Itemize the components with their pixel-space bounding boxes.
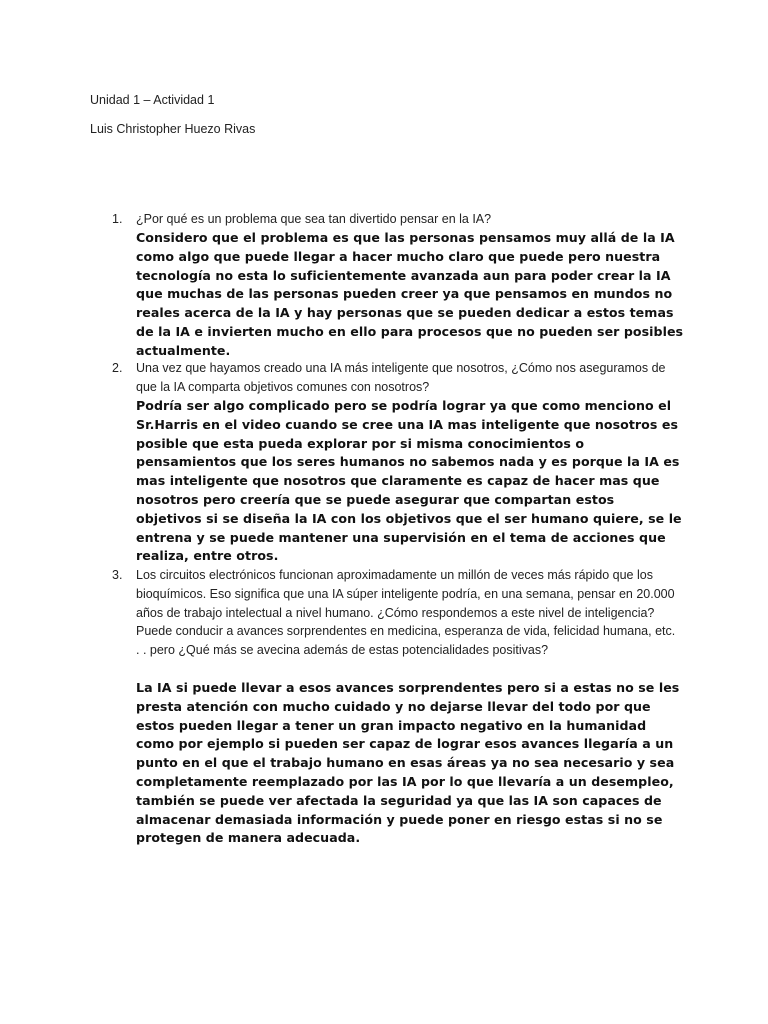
answer-text: Considero que el problema es que las personas pensamos muy allá de la IA como algo que puede llegar a hacer mucho claro que puede pero nuestra tecnología no esta lo suficientemente avanzada aun para poder crear la IA que muchas de las personas pueden creer ya que pensamos en mundos no reales acerca de la IA y hay personas que se pueden dedicar a estos temas de la IA e invierten mucho en ello para procesos que no pueden ser posibles actualmente.	[136, 230, 684, 358]
question-number: 3.	[112, 568, 123, 582]
answer-text: Podría ser algo complicado pero se podría lograr ya que como menciono el Sr.Harris en el video cuando se cree una IA mas inteligente que nosotros es posible que esta pueda explorar por si misma conocimientos o pensamientos que los seres humanos no sabemos nada y es porque la IA es mas inteligente que nosotros que claramente es capaz de hacer mas que nosotros pero creería que se puede asegurar que compartan estos objetivos si se diseña la IA con los objetivos que el ser humano quiere, se le entrena y se puede mantener una supervisión en el tema de acciones que realiza, entre otros.	[136, 398, 682, 564]
question-text: ¿Por qué es un problema que sea tan divertido pensar en la IA?	[136, 212, 492, 226]
question-number: 2.	[112, 361, 123, 375]
question-text: Una vez que hayamos creado una IA más inteligente que nosotros, ¿Cómo nos aseguramos de que la IA comparta objetivos comunes con nosotros?	[136, 361, 666, 394]
activity-title: Unidad 1 – Actividad 1	[90, 93, 215, 107]
answer-text: La IA si puede llevar a esos avances sorprendentes pero si a estas no se les presta atención con mucho cuidado y no dejarse llevar del todo por que estos pueden llegar a tener un gran impacto negativo en la humanidad como por ejemplo si pueden ser capaz de lograr esos avances llegaría a un punto en el que el trabajo humano en esas áreas ya no sea necesario y sea completamente reemplazado por las IA por lo que llevaría a un desempleo, también se puede ver afectada la seguridad ya que las IA son capaces de almacenar demasiada información y puede poner en riesgo estas si no se protegen de manera adecuada.	[136, 680, 680, 846]
question-text: Los circuitos electrónicos funcionan aproximadamente un millón de veces más rápido que los bioquímicos. Eso significa que una IA súper inteligente podría, en una semana, pensar en 20.000 años de trabajo intelectual a nivel humano. ¿Cómo respondemos a este nivel de inteligencia? Puede conducir a avances sorprendentes en medicina, esperanza de vida, felicidad humana, etc. . . pero ¿Qué más se avecina además de estas potencialidades positivas?	[136, 568, 676, 658]
question-number: 1.	[112, 212, 123, 226]
author-name: Luis Christopher Huezo Rivas	[90, 122, 256, 136]
